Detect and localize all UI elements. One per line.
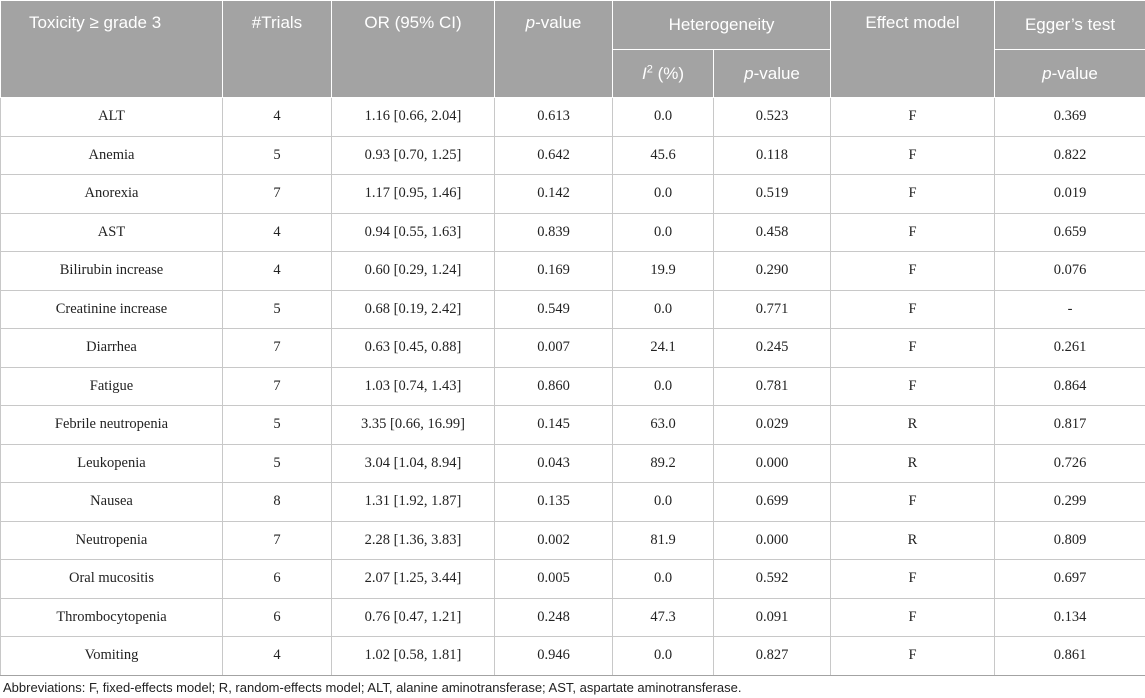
cell-pvalue: 0.135: [495, 483, 613, 522]
cell-i2: 0.0: [613, 213, 714, 252]
header-effect-model: Effect model: [831, 1, 995, 98]
cell-effect-model: F: [831, 560, 995, 599]
cell-egger: 0.809: [995, 521, 1145, 560]
cell-het-pvalue: 0.290: [714, 252, 831, 291]
cell-toxicity: Bilirubin increase: [1, 252, 223, 291]
cell-egger: 0.134: [995, 598, 1145, 637]
cell-effect-model: F: [831, 483, 995, 522]
cell-trials: 6: [223, 598, 332, 637]
header-het-pvalue: [714, 50, 831, 98]
cell-or: 3.35 [0.66, 16.99]: [332, 406, 495, 445]
header-egger-pvalue: [995, 50, 1145, 98]
cell-pvalue: 0.145: [495, 406, 613, 445]
cell-i2: 0.0: [613, 290, 714, 329]
cell-het-pvalue: 0.827: [714, 637, 831, 676]
cell-effect-model: F: [831, 290, 995, 329]
table-row: [1, 175, 1145, 214]
cell-toxicity: Oral mucositis: [1, 560, 223, 599]
cell-or: 0.63 [0.45, 0.88]: [332, 329, 495, 368]
cell-pvalue: 0.005: [495, 560, 613, 599]
cell-toxicity: Neutropenia: [1, 521, 223, 560]
cell-trials: 7: [223, 367, 332, 406]
cell-effect-model: F: [831, 637, 995, 676]
cell-pvalue: 0.946: [495, 637, 613, 676]
cell-trials: 6: [223, 560, 332, 599]
cell-het-pvalue: 0.091: [714, 598, 831, 637]
cell-pvalue: 0.007: [495, 329, 613, 368]
cell-i2: 0.0: [613, 637, 714, 676]
table-row: [1, 598, 1145, 637]
header-heterogeneity: Heterogeneity: [613, 1, 831, 50]
cell-effect-model: F: [831, 598, 995, 637]
cell-egger: 0.726: [995, 444, 1145, 483]
cell-effect-model: F: [831, 175, 995, 214]
cell-pvalue: 0.839: [495, 213, 613, 252]
cell-or: 2.28 [1.36, 3.83]: [332, 521, 495, 560]
cell-pvalue: 0.613: [495, 98, 613, 137]
cell-pvalue: 0.169: [495, 252, 613, 291]
table-row: [1, 444, 1145, 483]
cell-or: 1.17 [0.95, 1.46]: [332, 175, 495, 214]
cell-het-pvalue: 0.118: [714, 136, 831, 175]
cell-toxicity: AST: [1, 213, 223, 252]
cell-trials: 7: [223, 175, 332, 214]
cell-effect-model: F: [831, 367, 995, 406]
table-row: [1, 213, 1145, 252]
cell-egger: 0.369: [995, 98, 1145, 137]
cell-trials: 5: [223, 406, 332, 445]
cell-trials: 4: [223, 637, 332, 676]
cell-het-pvalue: 0.523: [714, 98, 831, 137]
table-body: [1, 98, 1145, 676]
cell-egger: 0.019: [995, 175, 1145, 214]
cell-pvalue: 0.142: [495, 175, 613, 214]
cell-or: 0.60 [0.29, 1.24]: [332, 252, 495, 291]
cell-egger: 0.822: [995, 136, 1145, 175]
cell-het-pvalue: 0.000: [714, 444, 831, 483]
cell-toxicity: Diarrhea: [1, 329, 223, 368]
cell-het-pvalue: 0.699: [714, 483, 831, 522]
cell-or: 0.68 [0.19, 2.42]: [332, 290, 495, 329]
cell-i2: 0.0: [613, 483, 714, 522]
table-row: [1, 483, 1145, 522]
cell-i2: 0.0: [613, 560, 714, 599]
table-row: [1, 406, 1145, 445]
header-pvalue-italic: p: [525, 13, 536, 32]
cell-trials: 5: [223, 290, 332, 329]
header-or: OR (95% CI): [332, 1, 495, 98]
cell-toxicity: Anemia: [1, 136, 223, 175]
cell-i2: 0.0: [613, 175, 714, 214]
cell-or: 1.03 [0.74, 1.43]: [332, 367, 495, 406]
header-pvalue: [495, 1, 613, 98]
cell-i2: 24.1: [613, 329, 714, 368]
cell-pvalue: 0.248: [495, 598, 613, 637]
cell-toxicity: Creatinine increase: [1, 290, 223, 329]
header-i2-sup: 2: [646, 62, 653, 75]
table-row: [1, 329, 1145, 368]
table-footnote: Abbreviations: F, fixed-effects model; R, random-effects model; ALT, alanine aminotransferase; AST, aspartate aminotransferase.: [3, 680, 742, 695]
cell-trials: 7: [223, 521, 332, 560]
cell-or: 2.07 [1.25, 3.44]: [332, 560, 495, 599]
cell-pvalue: 0.642: [495, 136, 613, 175]
cell-toxicity: Vomiting: [1, 637, 223, 676]
cell-trials: 4: [223, 252, 332, 291]
cell-egger: 0.697: [995, 560, 1145, 599]
cell-i2: 47.3: [613, 598, 714, 637]
cell-egger: 0.076: [995, 252, 1145, 291]
cell-i2: 89.2: [613, 444, 714, 483]
cell-or: 1.31 [1.92, 1.87]: [332, 483, 495, 522]
cell-toxicity: ALT: [1, 98, 223, 137]
cell-trials: 8: [223, 483, 332, 522]
cell-pvalue: 0.002: [495, 521, 613, 560]
cell-pvalue: 0.860: [495, 367, 613, 406]
cell-het-pvalue: 0.458: [714, 213, 831, 252]
cell-i2: 63.0: [613, 406, 714, 445]
cell-het-pvalue: 0.592: [714, 560, 831, 599]
table-row: [1, 521, 1145, 560]
cell-i2: 81.9: [613, 521, 714, 560]
cell-effect-model: F: [831, 136, 995, 175]
cell-or: 1.02 [0.58, 1.81]: [332, 637, 495, 676]
table-row: [1, 290, 1145, 329]
table-row: [1, 637, 1145, 676]
header-i2: [613, 50, 714, 98]
cell-or: 0.93 [0.70, 1.25]: [332, 136, 495, 175]
cell-effect-model: F: [831, 252, 995, 291]
cell-effect-model: F: [831, 98, 995, 137]
cell-or: 0.94 [0.55, 1.63]: [332, 213, 495, 252]
cell-toxicity: Anorexia: [1, 175, 223, 214]
header-row-primary: [1, 1, 1145, 50]
cell-i2: 0.0: [613, 367, 714, 406]
cell-trials: 5: [223, 444, 332, 483]
header-egger-p-suffix: -value: [1051, 63, 1098, 83]
header-egger-p-italic: p: [1042, 63, 1052, 83]
cell-toxicity: Febrile neutropenia: [1, 406, 223, 445]
cell-effect-model: R: [831, 521, 995, 560]
header-het-p-suffix: -value: [753, 63, 800, 83]
cell-het-pvalue: 0.245: [714, 329, 831, 368]
cell-or: 0.76 [0.47, 1.21]: [332, 598, 495, 637]
cell-pvalue: 0.043: [495, 444, 613, 483]
cell-het-pvalue: 0.781: [714, 367, 831, 406]
cell-egger: 0.861: [995, 637, 1145, 676]
cell-or: 1.16 [0.66, 2.04]: [332, 98, 495, 137]
cell-toxicity: Fatigue: [1, 367, 223, 406]
cell-toxicity: Nausea: [1, 483, 223, 522]
header-i2-letter: I: [641, 63, 647, 83]
cell-trials: 7: [223, 329, 332, 368]
cell-het-pvalue: 0.771: [714, 290, 831, 329]
header-pvalue-suffix: -value: [535, 13, 582, 32]
header-egger: Egger’s test: [995, 1, 1145, 50]
cell-het-pvalue: 0.000: [714, 521, 831, 560]
cell-i2: 45.6: [613, 136, 714, 175]
header-trials: #Trials: [223, 1, 332, 98]
header-het-p-italic: p: [744, 63, 754, 83]
table-row: [1, 98, 1145, 137]
cell-effect-model: F: [831, 213, 995, 252]
cell-trials: 5: [223, 136, 332, 175]
table-row: [1, 560, 1145, 599]
header-toxicity: Toxicity ≥ grade 3: [1, 1, 223, 98]
cell-i2: 19.9: [613, 252, 714, 291]
cell-or: 3.04 [1.04, 8.94]: [332, 444, 495, 483]
cell-trials: 4: [223, 98, 332, 137]
cell-egger: 0.864: [995, 367, 1145, 406]
cell-trials: 4: [223, 213, 332, 252]
cell-toxicity: Leukopenia: [1, 444, 223, 483]
cell-i2: 0.0: [613, 98, 714, 137]
cell-toxicity: Thrombocytopenia: [1, 598, 223, 637]
cell-effect-model: R: [831, 444, 995, 483]
cell-effect-model: F: [831, 329, 995, 368]
cell-egger: 0.817: [995, 406, 1145, 445]
table-row: [1, 252, 1145, 291]
header-i2-suffix: (%): [652, 63, 685, 83]
cell-het-pvalue: 0.519: [714, 175, 831, 214]
table-row: [1, 136, 1145, 175]
cell-effect-model: R: [831, 406, 995, 445]
cell-pvalue: 0.549: [495, 290, 613, 329]
table-row: [1, 367, 1145, 406]
cell-egger: -: [995, 290, 1145, 329]
cell-het-pvalue: 0.029: [714, 406, 831, 445]
cell-egger: 0.659: [995, 213, 1145, 252]
cell-egger: 0.261: [995, 329, 1145, 368]
cell-egger: 0.299: [995, 483, 1145, 522]
